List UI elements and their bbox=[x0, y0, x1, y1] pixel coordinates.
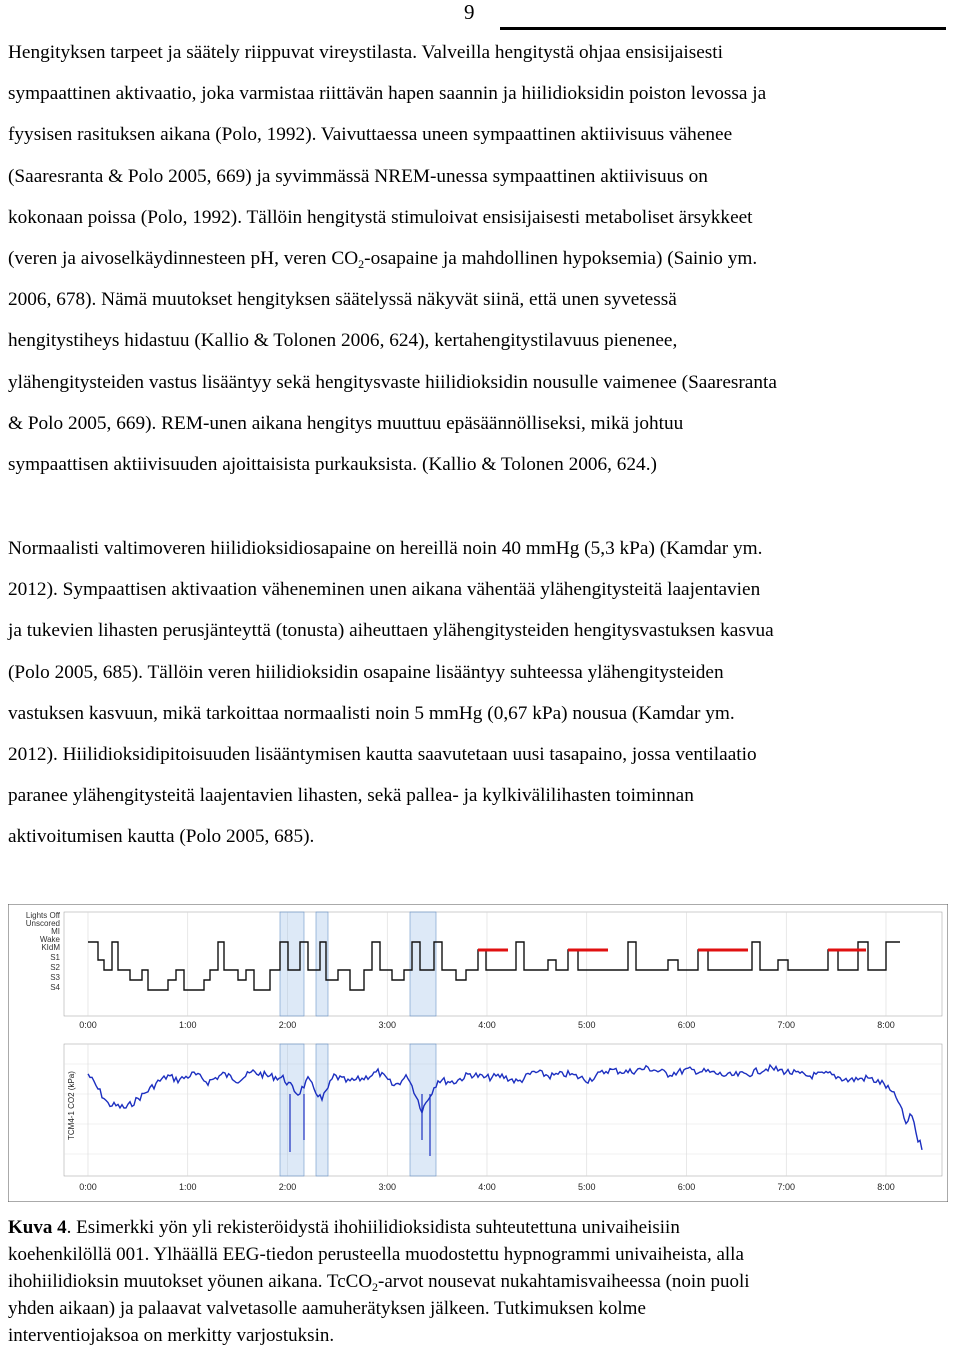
time-tick-label: 5:00 bbox=[577, 1020, 596, 1030]
caption-text: ihohiilidioksin muutokset yöunen aikana. TcCO bbox=[8, 1271, 373, 1292]
stage-label: S2 bbox=[50, 963, 60, 972]
subscript: 2 bbox=[372, 1280, 379, 1294]
stage-label: S3 bbox=[50, 973, 60, 982]
figure-caption bbox=[8, 1214, 953, 1349]
caption-line: interventiojaksoa on merkitty varjostuksin. bbox=[8, 1325, 335, 1346]
time-tick-label: 6:00 bbox=[677, 1182, 696, 1192]
text-line: (Saaresranta & Polo 2005, 669) ja syvimmässä NREM-unessa sympaattinen aktiivisuus on bbox=[8, 165, 708, 187]
time-tick-label: 7:00 bbox=[777, 1182, 796, 1192]
text-line: Normaalisti valtimoveren hiilidioksidiosapaine on hereillä noin 40 mmHg (5,3 kPa) (Kamdar ym. bbox=[8, 538, 763, 559]
time-tick-label: 3:00 bbox=[378, 1020, 397, 1030]
text-line: (Polo 2005, 685). Tällöin veren hiilidioksidin osapaine lisääntyy suhteessa ylähengitysteiden bbox=[8, 661, 724, 683]
caption-text: . Esimerkki yön yli rekisteröidystä ihohiilidioksidista suhteutettuna univaiheisiin bbox=[66, 1217, 680, 1238]
text-line: Hengityksen tarpeet ja säätely riippuvat vireystilasta. Valveilla hengitystä ohjaa ensisijaisesti bbox=[8, 42, 723, 63]
page-number: 9 bbox=[464, 0, 475, 24]
time-tick-label: 2:00 bbox=[278, 1182, 297, 1192]
figure-hypnogram-co2 bbox=[8, 904, 948, 1202]
time-tick-label: 6:00 bbox=[677, 1020, 696, 1030]
time-tick-label: 8:00 bbox=[877, 1182, 895, 1192]
time-tick-label: 8:00 bbox=[877, 1020, 895, 1030]
stage-label: MI bbox=[51, 927, 60, 936]
time-tick-label: 3:00 bbox=[378, 1182, 397, 1192]
paragraph-1 bbox=[8, 32, 958, 485]
stage-label: KIdM bbox=[41, 943, 60, 952]
co2-axis-label: TCM4-1 CO2 (kPa) bbox=[67, 1071, 76, 1140]
text-line bbox=[8, 238, 958, 279]
time-tick-label: 5:00 bbox=[577, 1182, 596, 1192]
time-tick-label: 0:00 bbox=[79, 1020, 97, 1030]
text-line: 2012). Sympaattisen aktivaation väheneminen unen aikana vähentää ylähengitysteitä laajentavien bbox=[8, 579, 761, 601]
caption-line: koehenkilöllä 001. Ylhäällä EEG-tiedon perusteella muodostettu hypnogrammi univaiheista, alla bbox=[8, 1244, 744, 1265]
figure-image bbox=[8, 904, 948, 1202]
caption-line bbox=[8, 1268, 953, 1295]
text-segment: -osapaine ja mahdollinen hypoksemia) (Sainio ym. bbox=[364, 248, 758, 270]
time-tick-label: 0:00 bbox=[79, 1182, 97, 1192]
time-tick-label: 1:00 bbox=[178, 1020, 197, 1030]
caption-line bbox=[8, 1214, 953, 1241]
text-line: vastuksen kasvuun, mikä tarkoittaa normaalisti noin 5 mmHg (0,67 kPa) nousua (Kamdar ym. bbox=[8, 702, 735, 724]
text-line: sympaattisen aktiivisuuden ajoittaisista purkauksista. (Kallio & Tolonen 2006, 624.) bbox=[8, 454, 657, 476]
stage-label: Unscored bbox=[25, 919, 60, 928]
caption-label: Kuva 4 bbox=[8, 1217, 67, 1238]
text-line: 2012). Hiilidioksidipitoisuuden lisääntymisen kautta saavutetaan uusi tasapaino, jossa ventilaatio bbox=[8, 744, 757, 766]
time-tick-label: 4:00 bbox=[478, 1182, 496, 1192]
stage-label: S1 bbox=[50, 953, 60, 962]
time-tick-label: 4:00 bbox=[478, 1020, 496, 1030]
caption-line: yhden aikaan) ja palaavat valvetasolle aamuherätyksen jälkeen. Tutkimuksen kolme bbox=[8, 1298, 646, 1319]
time-tick-label: 2:00 bbox=[278, 1020, 297, 1030]
stage-label: S4 bbox=[50, 983, 60, 992]
text-line: aktivoitumisen kautta (Polo 2005, 685). bbox=[8, 826, 315, 848]
text-line: hengitystiheys hidastuu (Kallio & Tolonen 2006, 624), kertahengitystilavuus pienenee, bbox=[8, 330, 678, 352]
text-line: paranee ylähengitysteitä laajentavien lihasten, sekä pallea- ja kylkivälilihasten toiminnan bbox=[8, 785, 694, 807]
stage-label: Lights Off bbox=[25, 911, 60, 920]
text-segment: (veren ja aivoselkäydinnesteen pH, veren CO bbox=[8, 248, 359, 270]
text-line: fyysisen rasituksen aikana (Polo, 1992). Vaivuttaessa uneen sympaattinen aktiivisuus vähenee bbox=[8, 124, 733, 146]
header-rule bbox=[500, 27, 946, 30]
text-line: kokonaan poissa (Polo, 1992). Tällöin hengitystä stimuloivat ensisijaisesti metaboliset ärsykkeet bbox=[8, 206, 753, 228]
intervention-shade bbox=[410, 912, 436, 1016]
text-line: ylähengitysteiden vastus lisääntyy sekä hengitysvaste hiilidioksidin nousulle vaimenee (Saaresranta bbox=[8, 371, 777, 393]
text-line: & Polo 2005, 669). REM-unen aikana hengitys muuttuu epäsäännölliseksi, mikä johtuu bbox=[8, 412, 684, 434]
stage-label: Wake bbox=[39, 935, 60, 944]
paragraph-2 bbox=[8, 528, 958, 858]
text-line: 2006, 678). Nämä muutokset hengityksen säätelyssä näkyvät siinä, että unen syvetessä bbox=[8, 289, 677, 311]
caption-text: -arvot nousevat nukahtamisvaiheessa (noin puoli bbox=[378, 1271, 750, 1292]
time-tick-label: 1:00 bbox=[178, 1182, 197, 1192]
intervention-shade bbox=[316, 1044, 328, 1176]
time-tick-label: 7:00 bbox=[777, 1020, 796, 1030]
text-line: ja tukevien lihasten perusjänteyttä (tonusta) aiheuttaen ylähengitysteiden hengitysvastuksen kasvua bbox=[8, 620, 774, 642]
intervention-shade bbox=[280, 1044, 304, 1176]
subscript: 2 bbox=[358, 257, 365, 272]
text-line: sympaattinen aktivaatio, joka varmistaa riittävän hapen saannin ja hiilidioksidin poiston levossa ja bbox=[8, 83, 767, 105]
